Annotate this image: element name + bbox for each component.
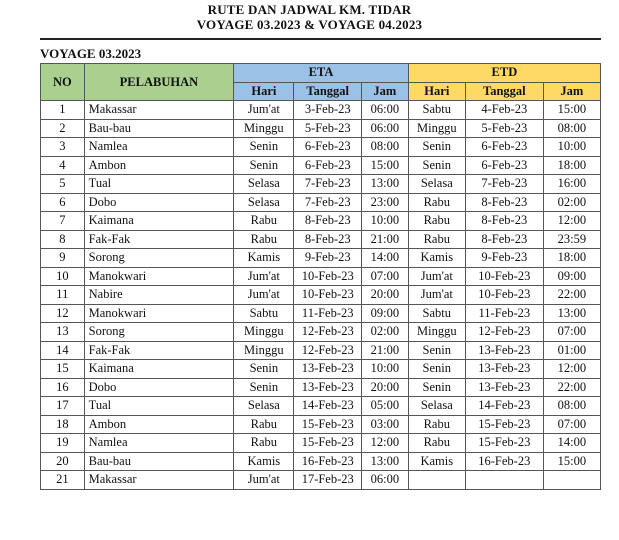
cell-eta-tanggal: 17-Feb-23: [294, 471, 362, 490]
cell-no: 21: [41, 471, 85, 490]
cell-eta-tanggal: 6-Feb-23: [294, 138, 362, 157]
header-eta-hari: Hari: [234, 82, 294, 101]
document-subtitle: VOYAGE 03.2023 & VOYAGE 04.2023: [196, 17, 423, 32]
cell-port: Fak-Fak: [84, 341, 234, 360]
cell-no: 6: [41, 193, 85, 212]
cell-etd-hari: Sabtu: [408, 101, 465, 120]
cell-etd-tanggal: 12-Feb-23: [465, 323, 543, 342]
cell-eta-hari: Senin: [234, 138, 294, 157]
cell-eta-jam: 21:00: [361, 230, 408, 249]
cell-etd-tanggal: 10-Feb-23: [465, 286, 543, 305]
cell-eta-jam: 08:00: [361, 138, 408, 157]
cell-eta-jam: 12:00: [361, 434, 408, 453]
cell-eta-hari: Rabu: [234, 415, 294, 434]
cell-port: Bau-bau: [84, 452, 234, 471]
cell-etd-jam: 13:00: [543, 304, 600, 323]
cell-no: 18: [41, 415, 85, 434]
cell-no: 14: [41, 341, 85, 360]
cell-etd-jam: 07:00: [543, 415, 600, 434]
table-row: [41, 249, 601, 268]
table-row: [41, 415, 601, 434]
cell-etd-tanggal: 16-Feb-23: [465, 452, 543, 471]
header-etd-hari: Hari: [408, 82, 465, 101]
cell-port: Tual: [84, 397, 234, 416]
cell-etd-tanggal: 6-Feb-23: [465, 156, 543, 175]
cell-eta-hari: Minggu: [234, 323, 294, 342]
cell-etd-tanggal: 8-Feb-23: [465, 193, 543, 212]
cell-etd-jam: 09:00: [543, 267, 600, 286]
table-header: [41, 64, 601, 101]
header-eta-jam: Jam: [361, 82, 408, 101]
cell-port: Sorong: [84, 323, 234, 342]
cell-eta-jam: 02:00: [361, 323, 408, 342]
cell-no: 20: [41, 452, 85, 471]
cell-eta-tanggal: 15-Feb-23: [294, 415, 362, 434]
cell-eta-tanggal: 8-Feb-23: [294, 230, 362, 249]
cell-eta-tanggal: 14-Feb-23: [294, 397, 362, 416]
cell-eta-jam: 03:00: [361, 415, 408, 434]
cell-eta-jam: 06:00: [361, 101, 408, 120]
cell-etd-hari: Senin: [408, 156, 465, 175]
cell-port: Tual: [84, 175, 234, 194]
cell-etd-jam: 14:00: [543, 434, 600, 453]
cell-eta-hari: Selasa: [234, 193, 294, 212]
cell-etd-hari: Kamis: [408, 452, 465, 471]
table-row: [41, 341, 601, 360]
cell-etd-tanggal: 8-Feb-23: [465, 230, 543, 249]
cell-etd-hari: Rabu: [408, 212, 465, 231]
cell-etd-jam: 23:59: [543, 230, 600, 249]
cell-etd-tanggal: 5-Feb-23: [465, 119, 543, 138]
cell-no: 9: [41, 249, 85, 268]
table-row: [41, 471, 601, 490]
cell-eta-jam: 15:00: [361, 156, 408, 175]
cell-no: 3: [41, 138, 85, 157]
cell-etd-tanggal: 10-Feb-23: [465, 267, 543, 286]
cell-eta-tanggal: 12-Feb-23: [294, 323, 362, 342]
cell-eta-tanggal: 6-Feb-23: [294, 156, 362, 175]
cell-no: 4: [41, 156, 85, 175]
cell-etd-jam: 18:00: [543, 249, 600, 268]
cell-etd-jam: 12:00: [543, 360, 600, 379]
cell-eta-hari: Rabu: [234, 434, 294, 453]
cell-etd-tanggal: 13-Feb-23: [465, 360, 543, 379]
cell-eta-jam: 13:00: [361, 452, 408, 471]
cell-no: 1: [41, 101, 85, 120]
table-row: [41, 286, 601, 305]
table-row: [41, 434, 601, 453]
cell-eta-jam: 20:00: [361, 378, 408, 397]
cell-eta-tanggal: 9-Feb-23: [294, 249, 362, 268]
cell-eta-tanggal: 16-Feb-23: [294, 452, 362, 471]
table-row: [41, 138, 601, 157]
cell-eta-jam: 05:00: [361, 397, 408, 416]
cell-etd-tanggal: 15-Feb-23: [465, 415, 543, 434]
cell-etd-hari: Senin: [408, 378, 465, 397]
cell-no: 11: [41, 286, 85, 305]
cell-eta-tanggal: 10-Feb-23: [294, 267, 362, 286]
cell-eta-jam: 06:00: [361, 119, 408, 138]
cell-no: 12: [41, 304, 85, 323]
cell-eta-jam: 23:00: [361, 193, 408, 212]
cell-etd-tanggal: [465, 471, 543, 490]
cell-eta-hari: Selasa: [234, 175, 294, 194]
cell-eta-hari: Senin: [234, 360, 294, 379]
table-row: [41, 175, 601, 194]
table-row: [41, 230, 601, 249]
cell-port: Nabire: [84, 286, 234, 305]
header-no: NO: [41, 64, 85, 101]
table-row: [41, 101, 601, 120]
cell-etd-jam: 15:00: [543, 101, 600, 120]
cell-port: Fak-Fak: [84, 230, 234, 249]
voyage-label: VOYAGE 03.2023: [40, 46, 142, 61]
cell-eta-hari: Rabu: [234, 212, 294, 231]
table-row: [41, 378, 601, 397]
cell-etd-hari: Sabtu: [408, 304, 465, 323]
schedule-table: [40, 63, 601, 490]
cell-etd-tanggal: 4-Feb-23: [465, 101, 543, 120]
document-title: RUTE DAN JADWAL KM. TIDAR: [207, 2, 412, 17]
cell-etd-hari: Selasa: [408, 397, 465, 416]
cell-eta-hari: Jum'at: [234, 267, 294, 286]
cell-etd-tanggal: 11-Feb-23: [465, 304, 543, 323]
table-row: [41, 304, 601, 323]
cell-etd-jam: 08:00: [543, 397, 600, 416]
cell-eta-tanggal: 7-Feb-23: [294, 175, 362, 194]
cell-eta-jam: 07:00: [361, 267, 408, 286]
table-row: [41, 156, 601, 175]
cell-eta-hari: Minggu: [234, 341, 294, 360]
cell-etd-hari: [408, 471, 465, 490]
cell-eta-tanggal: 13-Feb-23: [294, 360, 362, 379]
cell-eta-jam: 10:00: [361, 360, 408, 379]
cell-port: Makassar: [84, 101, 234, 120]
table-row: [41, 360, 601, 379]
cell-etd-tanggal: 14-Feb-23: [465, 397, 543, 416]
header-etd-jam: Jam: [543, 82, 600, 101]
table-row: [41, 267, 601, 286]
cell-port: Dobo: [84, 378, 234, 397]
cell-etd-tanggal: 6-Feb-23: [465, 138, 543, 157]
header-etd: ETD: [408, 64, 600, 83]
cell-etd-hari: Rabu: [408, 193, 465, 212]
cell-etd-tanggal: 8-Feb-23: [465, 212, 543, 231]
cell-etd-hari: Minggu: [408, 119, 465, 138]
cell-etd-jam: 22:00: [543, 378, 600, 397]
cell-etd-hari: Jum'at: [408, 267, 465, 286]
cell-etd-hari: Kamis: [408, 249, 465, 268]
table-row: [41, 323, 601, 342]
cell-port: Makassar: [84, 471, 234, 490]
cell-eta-tanggal: 7-Feb-23: [294, 193, 362, 212]
header-eta-tanggal: Tanggal: [294, 82, 362, 101]
cell-eta-jam: 13:00: [361, 175, 408, 194]
cell-etd-hari: Minggu: [408, 323, 465, 342]
cell-eta-hari: Kamis: [234, 452, 294, 471]
cell-etd-tanggal: 15-Feb-23: [465, 434, 543, 453]
table-row: [41, 452, 601, 471]
cell-port: Manokwari: [84, 267, 234, 286]
cell-etd-jam: 02:00: [543, 193, 600, 212]
cell-port: Dobo: [84, 193, 234, 212]
cell-etd-jam: [543, 471, 600, 490]
cell-no: 16: [41, 378, 85, 397]
cell-port: Namlea: [84, 434, 234, 453]
cell-etd-jam: 15:00: [543, 452, 600, 471]
cell-port: Manokwari: [84, 304, 234, 323]
cell-etd-tanggal: 7-Feb-23: [465, 175, 543, 194]
cell-etd-hari: Rabu: [408, 415, 465, 434]
title-divider: [40, 38, 601, 40]
cell-eta-jam: 14:00: [361, 249, 408, 268]
cell-etd-tanggal: 9-Feb-23: [465, 249, 543, 268]
cell-etd-hari: Senin: [408, 138, 465, 157]
cell-eta-jam: 09:00: [361, 304, 408, 323]
cell-eta-jam: 06:00: [361, 471, 408, 490]
cell-port: Bau-bau: [84, 119, 234, 138]
cell-eta-jam: 20:00: [361, 286, 408, 305]
cell-eta-tanggal: 8-Feb-23: [294, 212, 362, 231]
cell-etd-hari: Rabu: [408, 434, 465, 453]
cell-no: 7: [41, 212, 85, 231]
cell-etd-hari: Rabu: [408, 230, 465, 249]
cell-no: 10: [41, 267, 85, 286]
table-body: [41, 101, 601, 490]
cell-eta-tanggal: 15-Feb-23: [294, 434, 362, 453]
cell-no: 2: [41, 119, 85, 138]
cell-etd-jam: 16:00: [543, 175, 600, 194]
cell-etd-tanggal: 13-Feb-23: [465, 341, 543, 360]
cell-no: 5: [41, 175, 85, 194]
cell-no: 17: [41, 397, 85, 416]
cell-eta-hari: Sabtu: [234, 304, 294, 323]
cell-eta-hari: Minggu: [234, 119, 294, 138]
cell-port: Namlea: [84, 138, 234, 157]
cell-etd-hari: Senin: [408, 341, 465, 360]
cell-port: Sorong: [84, 249, 234, 268]
cell-etd-jam: 07:00: [543, 323, 600, 342]
cell-eta-jam: 21:00: [361, 341, 408, 360]
cell-eta-tanggal: 5-Feb-23: [294, 119, 362, 138]
cell-eta-hari: Rabu: [234, 230, 294, 249]
cell-etd-tanggal: 13-Feb-23: [465, 378, 543, 397]
cell-no: 19: [41, 434, 85, 453]
cell-eta-tanggal: 12-Feb-23: [294, 341, 362, 360]
cell-etd-hari: Selasa: [408, 175, 465, 194]
cell-etd-jam: 22:00: [543, 286, 600, 305]
cell-etd-jam: 18:00: [543, 156, 600, 175]
cell-eta-hari: Jum'at: [234, 101, 294, 120]
cell-port: Kaimana: [84, 360, 234, 379]
cell-etd-hari: Senin: [408, 360, 465, 379]
cell-no: 13: [41, 323, 85, 342]
cell-port: Ambon: [84, 415, 234, 434]
cell-no: 8: [41, 230, 85, 249]
cell-etd-jam: 01:00: [543, 341, 600, 360]
cell-eta-tanggal: 11-Feb-23: [294, 304, 362, 323]
cell-port: Kaimana: [84, 212, 234, 231]
cell-eta-hari: Senin: [234, 378, 294, 397]
cell-port: Ambon: [84, 156, 234, 175]
cell-eta-tanggal: 3-Feb-23: [294, 101, 362, 120]
cell-etd-jam: 10:00: [543, 138, 600, 157]
header-etd-tanggal: Tanggal: [465, 82, 543, 101]
cell-eta-tanggal: 13-Feb-23: [294, 378, 362, 397]
header-eta: ETA: [234, 64, 409, 83]
header-port: PELABUHAN: [84, 64, 234, 101]
table-row: [41, 193, 601, 212]
cell-eta-tanggal: 10-Feb-23: [294, 286, 362, 305]
cell-eta-hari: Senin: [234, 156, 294, 175]
cell-eta-hari: Kamis: [234, 249, 294, 268]
cell-etd-jam: 12:00: [543, 212, 600, 231]
cell-eta-hari: Jum'at: [234, 286, 294, 305]
table-row: [41, 119, 601, 138]
cell-eta-jam: 10:00: [361, 212, 408, 231]
cell-etd-jam: 08:00: [543, 119, 600, 138]
cell-no: 15: [41, 360, 85, 379]
table-row: [41, 212, 601, 231]
table-row: [41, 397, 601, 416]
cell-eta-hari: Selasa: [234, 397, 294, 416]
cell-eta-hari: Jum'at: [234, 471, 294, 490]
cell-etd-hari: Jum'at: [408, 286, 465, 305]
